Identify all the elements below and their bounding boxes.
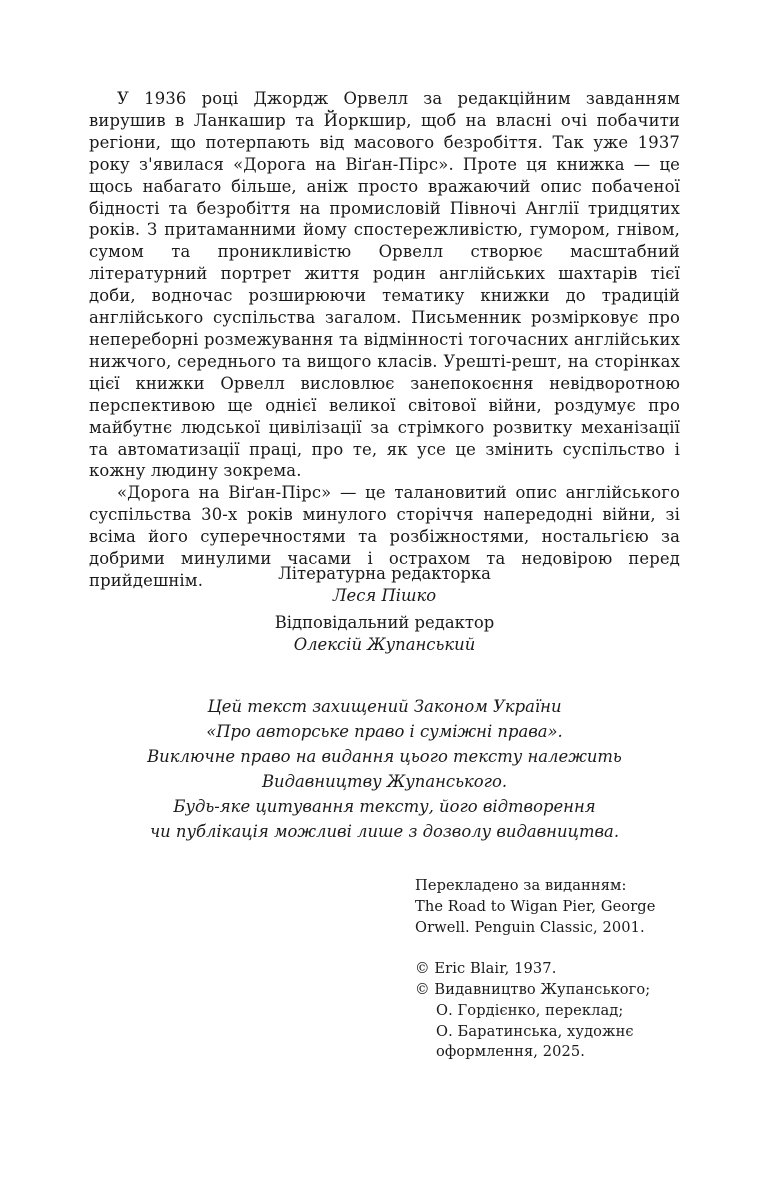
- imprint: [415, 876, 705, 1084]
- original-edition-note: [415, 876, 705, 938]
- imprint-line: Orwell. Penguin Classic, 2001.: [415, 918, 645, 936]
- credit-name: Олексій Жупанський: [293, 634, 476, 654]
- notice-line: «Про авторське право і суміжні права».: [206, 722, 563, 741]
- responsible-editor-credit: [89, 612, 680, 656]
- credit-name: Леся Пішко: [332, 585, 437, 605]
- paragraph: «Дорога на Віґан-Пірс» — це талановитий опис англійського суспільства 30-х років минулого сторіччя напередодні війни, зі всіма його суперечностями та розбіжностями, ностальгією за добрими минулими часами і острахом та недовірою перед прийдешнім.: [89, 483, 680, 590]
- literary-editor-credit: [89, 563, 680, 607]
- copyright-line: © Eric Blair, 1937.: [415, 960, 557, 978]
- copyright-notice: [89, 694, 680, 844]
- copyright-line: О. Гордієнко, переклад;: [436, 1001, 624, 1019]
- notice-line: чи публікація можливі лише з дозволу видавництва.: [149, 822, 620, 841]
- imprint-line: The Road to Wigan Pier, George: [415, 897, 656, 915]
- copyright-line: оформлення, 2025.: [436, 1043, 586, 1061]
- copyright-line: О. Баратинська, художнє: [436, 1022, 634, 1040]
- notice-line: Видавництву Жупанського.: [261, 772, 508, 791]
- credit-role: Відповідальний редактор: [274, 613, 495, 632]
- notice-line: Виключне право на видання цього тексту належить: [147, 747, 622, 766]
- notice-line: Будь-яке цитування тексту, його відтворення: [173, 797, 596, 816]
- copyright-line: © Видавництво Жупанського;: [415, 980, 651, 998]
- notice-line: Цей текст захищений Законом України: [207, 697, 562, 716]
- annotation-text: [89, 88, 680, 592]
- credit-role: Літературна редакторка: [278, 564, 491, 583]
- paragraph: У 1936 році Джордж Орвелл за редакційним завданням вирушив в Ланкашир та Йоркшир, щоб на власні очі побачити регіони, що потерпають від масового безробіття. Так уже 1937 року з'явилася «Дорога на Віґан-Пірс». Проте ця книжка — це щось набагато більше, аніж просто вражаючий опис побаченої бідності та безробіття на промисловій Півночі Англії тридцятих років. З притаманними йому спостережливістю, гумором, гнівом, сумом та проникливістю Орвелл створює масштабний літературний портрет життя родин англійських шахтарів тієї доби, водночас розширюючи тематику книжки до традицій англійського суспільства загалом. Письменник розмірковує про непереборні розмежування та відмінності тогочасних англійських нижчого, середнього та вищого класів. Урешті-решт, на сторінках цієї книжки Орвелл висловлює занепокоєння невідворотною перспективою ще однієї великої світової війни, роздумує про майбутнє людської цивілізації за стрімкого розвитку механізації та автоматизації праці, про те, як усе це змінить суспільство і кожну людину зокрема.: [89, 89, 680, 481]
- imprint-line: Перекладено за виданням:: [415, 877, 627, 894]
- copyright-lines: [415, 959, 705, 1063]
